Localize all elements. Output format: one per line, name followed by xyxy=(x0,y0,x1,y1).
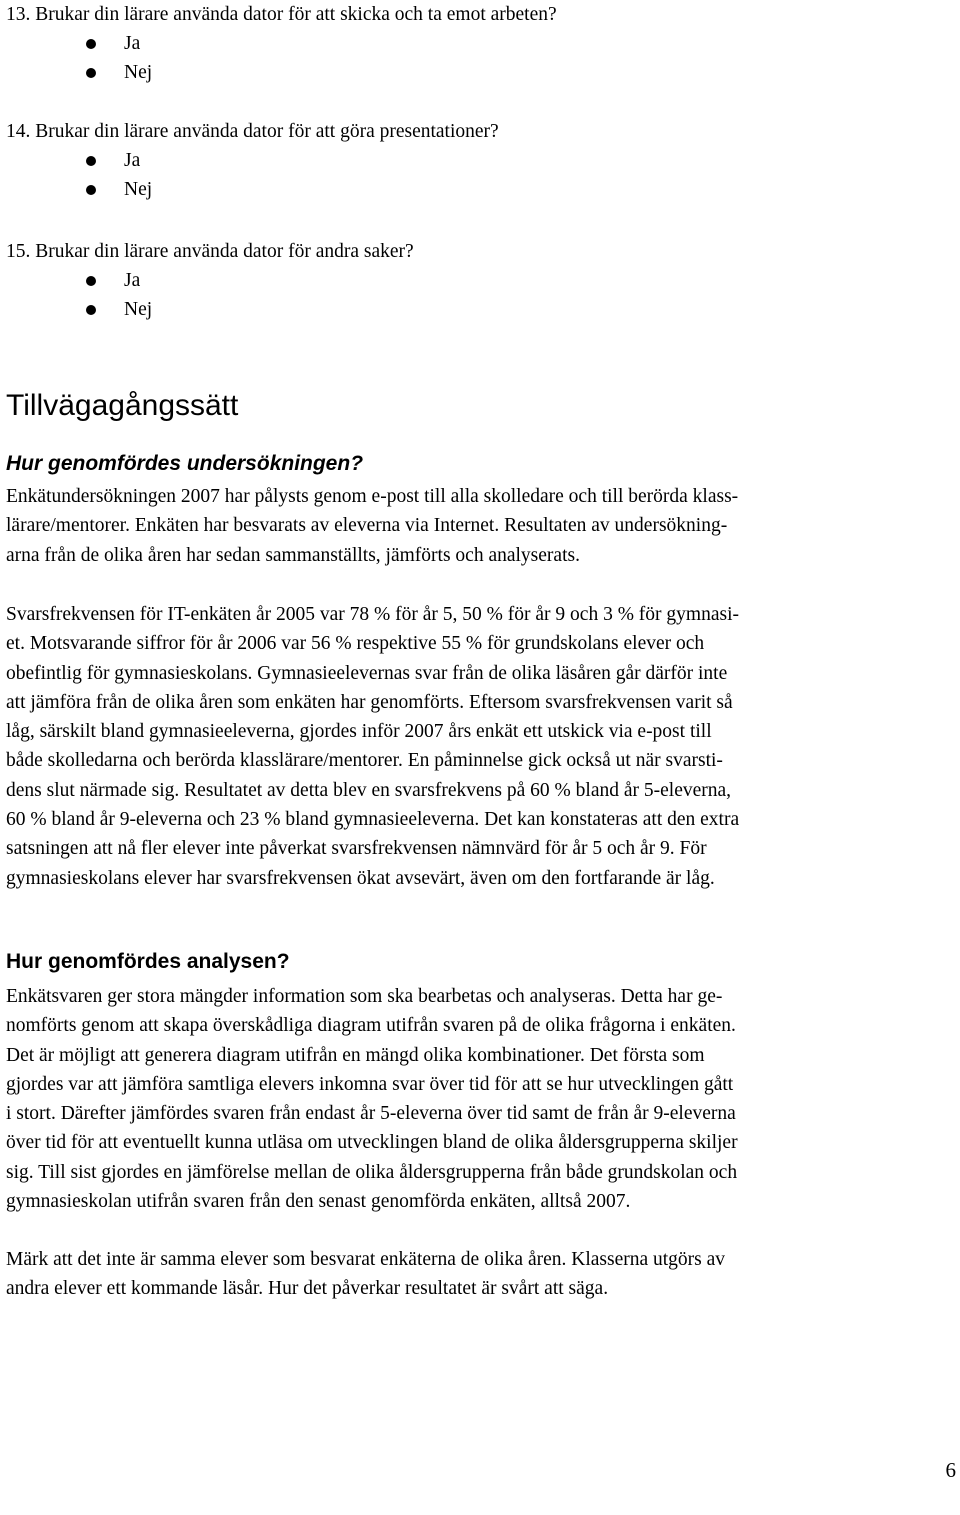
question-15 xyxy=(6,237,414,324)
bullet-icon xyxy=(86,68,96,78)
option-nej: Nej xyxy=(74,295,414,324)
bullet-icon xyxy=(86,276,96,286)
text-line: obefintlig för gymnasieskolans. Gymnasieelevernas svar från de olika läsåren går därför inte xyxy=(6,662,728,684)
text-line: både skolledarna och berörda klasslärare/mentorer. En påminnelse gick också ut när svarsti- xyxy=(6,750,723,772)
option-ja: Ja xyxy=(74,266,414,295)
text-line: Det är möjligt att generera diagram utifrån en mängd olika kombinationer. Det första som xyxy=(6,1044,705,1066)
answer-options xyxy=(6,29,557,87)
option-nej: Nej xyxy=(74,58,557,87)
text-line: Märk att det inte är samma elever som besvarat enkäterna de olika åren. Klasserna utgörs av xyxy=(6,1249,726,1270)
text-line: Enkätundersökningen 2007 har pålysts genom e-post till alla skolledare och till berörda klass- xyxy=(6,486,739,507)
text-line: andra elever ett kommande läsår. Hur det påverkar resultatet är svårt att säga. xyxy=(6,1278,609,1300)
question-text: 15. Brukar din lärare använda dator för andra saker? xyxy=(6,241,414,262)
text-line: över tid för att eventuellt kunna utläsa om utvecklingen bland de olika åldersgrupperna skiljer xyxy=(6,1132,738,1154)
bullet-icon xyxy=(86,305,96,315)
text-line: sig. Till sist gjordes en jämförelse mellan de olika åldersgrupperna från både grundskolan och xyxy=(6,1161,738,1183)
text-line: gymnasieskolans elever har svarsfrekvensen ökat avsevärt, även om den fortfarande är låg. xyxy=(6,867,715,889)
text-line: gjordes var att jämföra samtliga elevers inkomna svar över tid för att se hur utvecklingen gått xyxy=(6,1073,734,1095)
option-ja: Ja xyxy=(74,146,499,175)
paragraph-analysis xyxy=(6,982,952,1216)
text-line: Svarsfrekvensen för IT-enkäten år 2005 var 78 % för år 5, 50 % för år 9 och 3 % för gymnasi- xyxy=(6,604,739,625)
paragraph-response-rate xyxy=(6,600,952,893)
text-line: låg, särskilt bland gymnasieeleverna, gjordes inför 2007 års enkät ett utskick via e-post till xyxy=(6,721,712,743)
text-line: dens slut närmade sig. Resultatet av detta blev en svarsfrekvens på 60 % bland år 5-eleverna, xyxy=(6,779,732,801)
paragraph-note xyxy=(6,1245,952,1304)
text-line: i stort. Därefter jämfördes svaren från endast år 5-eleverna över tid samt de från år 9-eleverna xyxy=(6,1103,736,1125)
bullet-icon xyxy=(86,185,96,195)
question-text: 13. Brukar din lärare använda dator för att skicka och ta emot arbeten? xyxy=(6,4,557,25)
section-heading: Tillvägagångssätt xyxy=(6,389,239,422)
answer-options xyxy=(6,146,499,204)
question-13 xyxy=(6,0,557,87)
text-line: lärare/mentorer. Enkäten har besvarats av eleverna via Internet. Resultaten av undersökning- xyxy=(6,515,728,537)
subheading-undersokning: Hur genomfördes undersökningen? xyxy=(6,452,364,475)
answer-options xyxy=(6,266,414,324)
bullet-icon xyxy=(86,39,96,49)
option-nej: Nej xyxy=(74,175,499,204)
text-line: nomförts genom att skapa överskådliga diagram utifrån svaren på de olika frågorna i enkäten. xyxy=(6,1015,736,1037)
option-ja: Ja xyxy=(74,29,557,58)
text-line: gymnasieskolan utifrån svaren från den senast genomförda enkäten, alltså 2007. xyxy=(6,1191,631,1213)
bullet-icon xyxy=(86,156,96,166)
page-number: 6 xyxy=(945,1458,956,1482)
question-text: 14. Brukar din lärare använda dator för att göra presentationer? xyxy=(6,121,499,142)
text-line: att jämföra från de olika åren som enkäten har genomförts. Eftersom svarsfrekvensen varit så xyxy=(6,691,733,713)
text-line: 60 % bland år 9-eleverna och 23 % bland gymnasieeleverna. Det kan konstateras att den extra xyxy=(6,809,740,831)
text-line: satsningen att nå fler elever inte påverkat svarsfrekvensen nämnvärd för år 5 och år 9. För xyxy=(6,838,707,860)
subheading-analys: Hur genomfördes analysen? xyxy=(6,950,290,973)
question-14 xyxy=(6,117,499,204)
paragraph-method xyxy=(6,482,952,570)
text-line: arna från de olika åren har sedan sammanställts, jämförts och analyserats. xyxy=(6,544,580,566)
text-line: et. Motsvarande siffror för år 2006 var 56 % respektive 55 % för grundskolans elever och xyxy=(6,633,705,655)
text-line: Enkätsvaren ger stora mängder information som ska bearbetas och analyseras. Detta har ge- xyxy=(6,986,723,1007)
